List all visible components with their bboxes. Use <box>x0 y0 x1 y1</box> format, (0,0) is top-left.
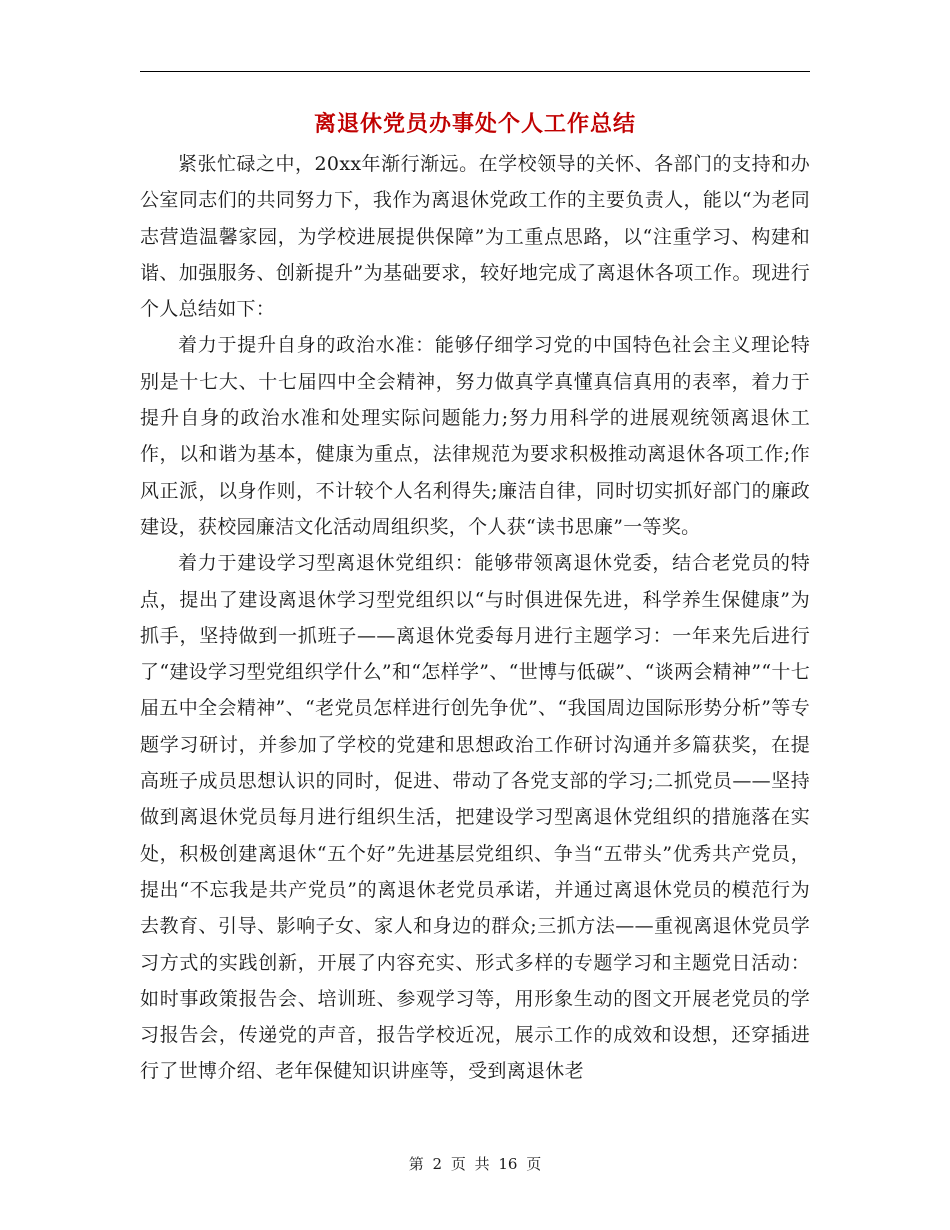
document-title: 离退休党员办事处个人工作总结 <box>313 111 636 137</box>
body-paragraph-3: 着力于建设学习型离退休党组织：能够带领离退休党委，结合老党员的特点，提出了建设离退休学习型党组织以“与时俱进保先进，科学养生保健康”为抓手，坚持做到一抓班子——离退休党委每月进行主题学习：一年来先后进行了“建设学习型党组织学什么”和“怎样学”、“世博与低碳”、“谈两会精神”“十七届五中全会精神”、“老党员怎样进行创先争优”、“我国周边国际形势分析”等专题学习研讨，并参加了学校的党建和思想政治工作研讨沟通并多篇获奖，在提高班子成员思想认识的同时，促进、带动了各党支部的学习;二抓党员——坚持做到离退休党员每月进行组织生活，把建设学习型离退休党组织的措施落在实处，积极创建离退休“五个好”先进基层党组织、争当“五带头”优秀共产党员，提出“不忘我是共产党员”的离退休老党员承诺，并通过离退休党员的模范行为去教育、引导、影响子女、家人和身边的群众;三抓方法——重视离退休党员学习方式的实践创新，开展了内容充实、形式多样的专题学习和主题党日活动：如时事政策报告会、培训班、参观学习等，用形象生动的图文开展老党员的学习报告会，传递党的声音，报告学校近况，展示工作的成效和设想，还穿插进行了世博介绍、老年保健知识讲座等，受到离退休老 <box>140 552 810 1083</box>
page-number-footer: 第 2 页 共 16 页 <box>408 1155 542 1173</box>
header-rule <box>140 71 810 72</box>
body-paragraph-1: 紧张忙碌之中，20xx年渐行渐远。在学校领导的关怀、各部门的支持和办公室同志们的共同努力下，我作为离退休党政工作的主要负责人，能以“为老同志营造温馨家园，为学校进展提供保障”为工重点思路，以“注重学习、构建和谐、加强服务、创新提升”为基础要求，较好地完成了离退休各项工作。现进行个人总结如下： <box>140 153 810 321</box>
document-body <box>140 146 810 1090</box>
body-paragraph-2: 着力于提升自身的政治水准：能够仔细学习党的中国特色社会主义理论特别是十七大、十七届四中全会精神，努力做真学真懂真信真用的表率，着力于提升自身的政治水准和处理实际问题能力;努力用科学的进展观统领离退休工作，以和谐为基本，健康为重点，法律规范为要求积极推动离退休各项工作;作风正派，以身作则，不计较个人名利得失;廉洁自律，同时切实抓好部门的廉政建设，获校园廉洁文化活动周组织奖，个人获“读书思廉”一等奖。 <box>140 334 810 538</box>
